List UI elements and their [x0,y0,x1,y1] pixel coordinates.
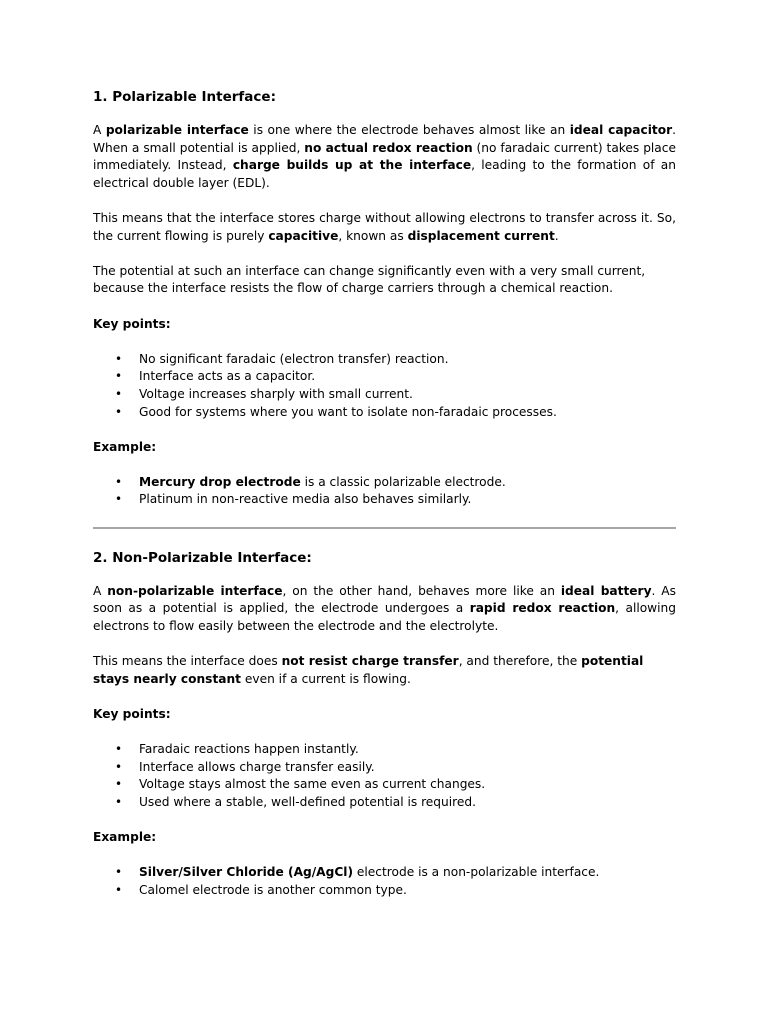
bold-text: ideal battery [560,583,652,598]
bullet-icon: • [115,369,123,384]
bold-text: non-polarizable interface [107,583,283,598]
bold-text: Silver/Silver Chloride (Ag/AgCl) [139,865,354,880]
list-item [93,741,676,759]
bold-text: polarizable interface [105,123,249,137]
text: Interface allows charge transfer easily. [139,759,375,774]
text: Platinum in non-reactive media also behaves similarly. [139,492,472,507]
text: , on the other hand, behaves more like an [282,583,561,598]
text: (no faradaic current) takes place immediately. Instead, [93,140,676,173]
key-points-label: Key points: [93,706,171,721]
text: , leading to the formation of an electrical double layer (EDL). [93,158,676,190]
bold-text: rapid redox reaction [469,601,616,616]
bullet-icon: • [115,492,123,507]
bold-text: potential stays nearly constant [93,654,644,686]
text: Good for systems where you want to isolate non-faradaic processes. [139,404,557,419]
paragraph [93,653,676,688]
list-item [93,882,676,900]
list-item [93,351,676,369]
key-points-list [93,741,676,811]
bold-text: charge builds up at the interface [232,158,472,173]
text: is a classic polarizable electrode. [300,474,506,489]
bullet-icon: • [115,794,123,809]
section-non-polarizable [93,547,676,900]
paragraph [93,210,676,245]
bullet-icon: • [115,865,123,880]
text: Used where a stable, well-defined potential is required. [139,794,477,809]
bullet-icon: • [115,742,123,756]
list-item [93,794,676,812]
bullet-icon: • [115,777,123,792]
list-item [93,474,676,492]
bullet-icon: • [115,386,123,401]
text: A [93,123,106,137]
bullet-icon: • [115,882,123,897]
list-item [93,864,676,882]
section-heading: 1. Polarizable Interface: [93,89,276,105]
example-label: Example: [93,829,157,844]
text: even if a current is flowing. [241,671,411,686]
list-item [93,491,676,509]
paragraph [93,583,676,636]
bold-text: ideal capacitor [569,123,673,137]
text: This means that the interface stores charge without allowing electrons to transfer across it. So, the current flowing is purely [93,210,676,243]
text: Interface acts as a capacitor. [139,369,316,384]
text: Faradaic reactions happen instantly. [139,742,359,756]
list-item [93,404,676,422]
list-item [93,776,676,794]
bold-text: Mercury drop electrode [139,474,301,489]
section-heading: 2. Non-Polarizable Interface: [93,549,312,566]
text: Voltage increases sharply with small current. [139,386,413,401]
bold-text: capacitive [268,228,339,243]
text: . When a small potential is applied, [93,123,676,155]
paragraph [93,263,676,298]
bullet-icon: • [115,474,123,489]
text: A [93,583,108,598]
text: electrode is a non-polarizable interface. [353,865,600,880]
example-label: Example: [93,439,157,454]
key-points-label: Key points: [93,316,171,331]
bold-text: displacement current [407,228,555,243]
text: Calomel electrode is another common type. [139,882,407,897]
text: The potential at such an interface can change significantly even with a very small current, because the interface resists the flow of charge carriers through a chemical reaction. [93,263,646,296]
document-body [93,86,676,917]
text: . As soon as a potential is applied, the electrode undergoes a [93,583,676,616]
bullet-icon: • [115,759,123,774]
text: , known as [338,228,408,243]
bullet-icon: • [115,404,123,419]
text: , and therefore, the [458,654,582,669]
list-item [93,368,676,386]
key-points-list [93,351,676,421]
bullet-icon: • [115,351,123,366]
examples-list [93,864,676,899]
text: This means the interface does [93,654,282,669]
text: Voltage stays almost the same even as current changes. [139,777,486,792]
paragraph [93,122,676,192]
text: . [554,228,559,243]
text: is one where the electrode behaves almost like an [248,123,570,137]
bold-text: no actual redox reaction [304,140,473,155]
section-polarizable [93,86,676,509]
list-item [93,759,676,777]
list-item [93,386,676,404]
bold-text: not resist charge transfer [281,654,459,669]
examples-list [93,474,676,509]
text: No significant faradaic (electron transfer) reaction. [139,351,449,366]
section-divider [93,527,676,529]
text: , allowing electrons to flow easily between the electrode and the electrolyte. [93,601,676,633]
